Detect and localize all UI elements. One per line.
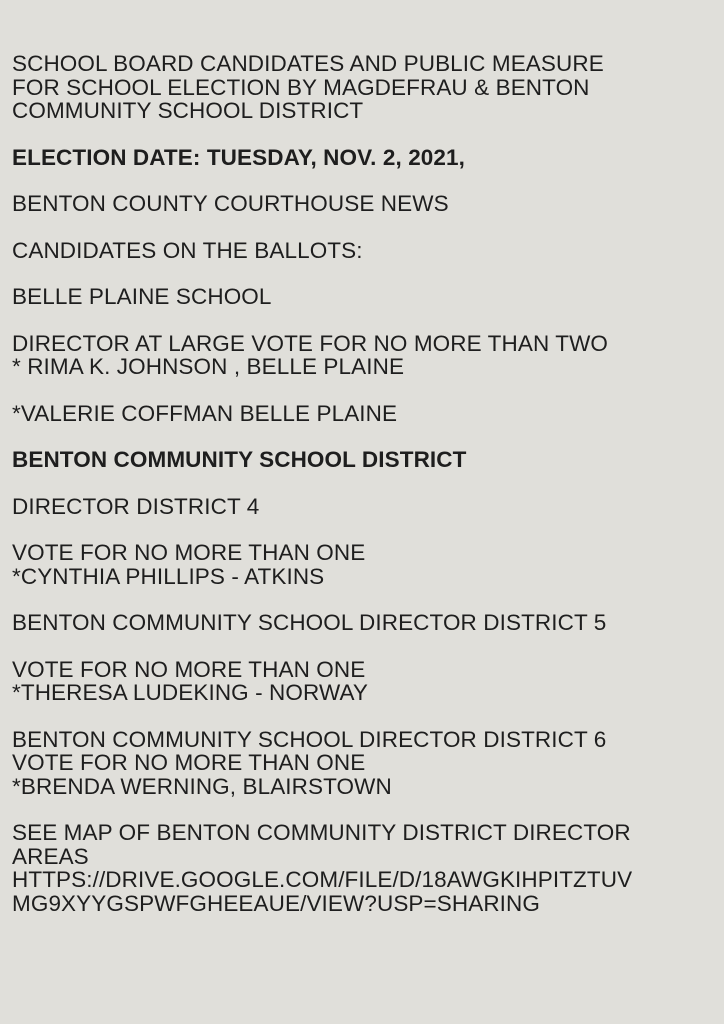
district-name: BENTON COMMUNITY SCHOOL DISTRICT [12, 447, 467, 472]
map-url: MG9XYYGSPWFGHEEAUE/VIEW?USP=SHARING [12, 890, 540, 916]
district-4-section [12, 541, 716, 588]
candidate-entry: *BRENDA WERNING, BLAIRSTOWN [12, 773, 392, 799]
election-date-line: ELECTION DATE: TUESDAY, NOV. 2, 2021, [12, 144, 465, 170]
candidate-entry: *THERESA LUDEKING - NORWAY [12, 680, 368, 705]
map-url: HTTPS://DRIVE.GOOGLE.COM/FILE/D/18AWGKIHPITZTUV [12, 867, 633, 892]
race-title: BENTON COMMUNITY SCHOOL DIRECTOR DISTRICT 6 [12, 726, 607, 752]
race-title: DIRECTOR DISTRICT 4 [12, 493, 260, 519]
district-6-section [12, 728, 716, 799]
belle-plaine-school-heading [12, 285, 716, 309]
race-title: BENTON COMMUNITY SCHOOL DIRECTOR DISTRICT 5 [12, 610, 607, 635]
candidate-entry: *CYNTHIA PHILLIPS - ATKINS [12, 563, 325, 589]
director-district-4-heading [12, 495, 716, 519]
director-at-large-section [12, 332, 716, 379]
candidate-block [12, 402, 716, 426]
vote-instruction: VOTE FOR NO MORE THAN ONE [12, 540, 366, 565]
vote-instruction: VOTE FOR NO MORE THAN ONE [12, 750, 366, 775]
source-text: BENTON COUNTY COURTHOUSE NEWS [12, 191, 449, 216]
heading-line: SCHOOL BOARD CANDIDATES AND PUBLIC MEASURE [12, 51, 604, 76]
candidates-heading-text: CANDIDATES ON THE BALLOTS: [12, 237, 363, 263]
election-date [12, 146, 716, 170]
map-link-section [12, 821, 716, 915]
election-notice-document [12, 52, 716, 938]
source-line [12, 192, 716, 216]
benton-community-heading [12, 448, 716, 472]
map-note: SEE MAP OF BENTON COMMUNITY DISTRICT DIRECTOR [12, 820, 631, 845]
district-5-section [12, 658, 716, 705]
heading-line: COMMUNITY SCHOOL DISTRICT [12, 98, 364, 123]
race-title: DIRECTOR AT LARGE VOTE FOR NO MORE THAN TWO [12, 330, 609, 356]
director-district-5-heading [12, 611, 716, 635]
heading-line: FOR SCHOOL ELECTION BY MAGDEFRAU & BENTON [12, 74, 590, 100]
vote-instruction: VOTE FOR NO MORE THAN ONE [12, 656, 366, 682]
map-note: AREAS [12, 843, 89, 869]
candidates-heading [12, 239, 716, 263]
notice-heading [12, 52, 716, 123]
school-name: BELLE PLAINE SCHOOL [12, 284, 272, 309]
candidate-entry: * RIMA K. JOHNSON , BELLE PLAINE [12, 354, 405, 379]
candidate-entry: *VALERIE COFFMAN BELLE PLAINE [12, 400, 398, 426]
